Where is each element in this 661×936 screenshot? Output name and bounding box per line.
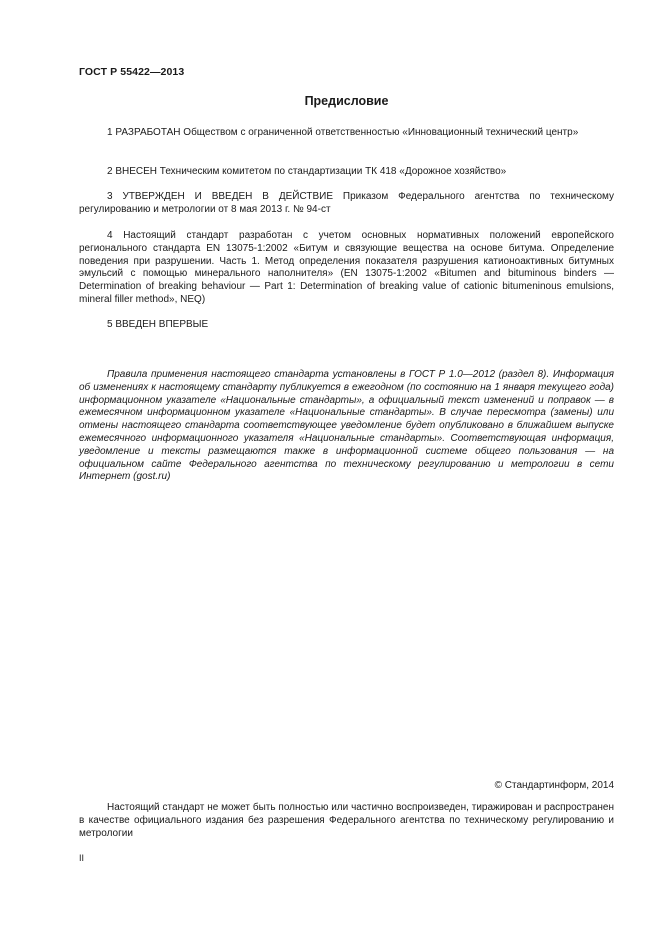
preface-item-2: 2 ВНЕСЕН Техническим комитетом по стандартизации ТК 418 «Дорожное хозяйство»: [107, 166, 507, 177]
standard-code: ГОСТ Р 55422—2013: [79, 66, 185, 78]
page-number: II: [79, 853, 85, 863]
preface-item-5: 5 ВВЕДЕН ВПЕРВЫЕ: [107, 319, 209, 330]
reproduction-notice: Настоящий стандарт не может быть полностью или частично воспроизведен, тиражирован и распространен в качестве официального издания без разрешения Федерального агентства по техническому регулированию и метрологии: [79, 802, 614, 839]
preface-title: Предисловие: [304, 94, 389, 108]
preface-item-3: 3 УТВЕРЖДЕН И ВВЕДЕН В ДЕЙСТВИЕ Приказом Федерального агентства по техническому регулированию и метрологии от 8 мая 2013 г. № 94-ст: [79, 191, 614, 215]
preface-item-4: 4 Настоящий стандарт разработан с учетом основных нормативных положений европейского регионального стандарта EN 13075-1:2002 «Битум и связующие вещества на основе битума. Определение поведения при разрушении. Часть 1. Метод определения показателя разрушения катионоактивных битумных эмульсий с помощью минерального наполнителя» (EN 13075-1:2002 «Bitumen and bituminous binders — Determination of breaking behaviour — Part 1: Determination of breaking value of cationic bitumeninous emulsions, mineral filler method», NEQ): [79, 230, 614, 305]
copyright: © Стандартинформ, 2014: [494, 780, 614, 791]
preface-item-1: 1 РАЗРАБОТАН Обществом с ограниченной ответственностью «Инновационный технический центр»: [107, 127, 579, 138]
application-notice: Правила применения настоящего стандарта установлены в ГОСТ Р 1.0—2012 (раздел 8). Информация об изменениях к настоящему стандарту публикуется в ежегодном (по состоянию на 1 января текущего года) информационном указателе «Национальные стандарты», а официальный текст изменений и поправок — в ежемесячном информационном указателе «Национальные стандарты». В случае пересмотра (замены) или отмены настоящего стандарта соответствующее уведомление будет опубликовано в ближайшем выпуске ежемесячного информационного указателя «Национальные стандарты». Соответствующая информация, уведомление и тексты размещаются также в информационной системе общего пользования — на официальном сайте Федерального агентства по техническому регулированию и метрологии в сети Интернет (gost.ru): [79, 369, 614, 483]
